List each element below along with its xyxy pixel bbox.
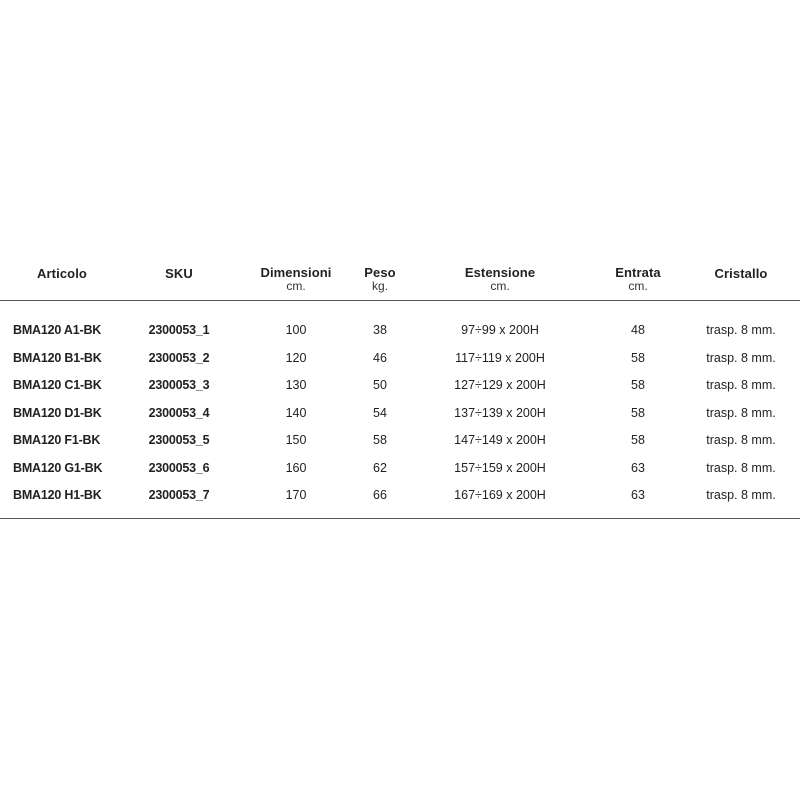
cell-cristallo: trasp. 8 mm. (706, 405, 776, 420)
header-articolo (22, 267, 102, 281)
cell-cristallo: trasp. 8 mm. (706, 488, 776, 502)
header-name: Dimensioni (260, 265, 332, 280)
cell-estensione: 97÷99 x 200H (461, 323, 539, 337)
cell-estensione: 167÷169 x 200H (454, 488, 546, 502)
cell-articolo: BMA120 B1-BK (13, 350, 102, 365)
header-name: Peso (364, 265, 396, 280)
table-row (0, 455, 800, 483)
cell-peso: 58 (373, 433, 387, 447)
cell-dimensioni: 150 (285, 433, 307, 447)
table-row (0, 345, 800, 373)
header-unit: cm. (286, 278, 306, 293)
cell-dimensioni: 130 (285, 378, 307, 392)
cell-articolo: BMA120 F1-BK (13, 433, 101, 447)
cell-sku: 2300053_2 (148, 350, 210, 365)
cell-peso: 46 (373, 350, 387, 365)
cell-articolo: BMA120 H1-BK (13, 488, 102, 502)
header-entrata (598, 266, 678, 292)
cell-estensione: 137÷139 x 200H (454, 405, 546, 420)
cell-entrata: 58 (631, 405, 645, 420)
cell-articolo: BMA120 D1-BK (13, 405, 102, 420)
cell-entrata: 63 (631, 460, 645, 475)
table-header-row (0, 262, 800, 301)
cell-peso: 50 (373, 378, 387, 392)
table-row (0, 482, 800, 510)
cell-sku: 2300053_5 (148, 433, 210, 447)
cell-cristallo: trasp. 8 mm. (706, 460, 776, 475)
cell-sku: 2300053_4 (148, 405, 210, 420)
table-row (0, 372, 800, 400)
cell-dimensioni: 120 (285, 350, 307, 365)
cell-sku: 2300053_6 (148, 460, 210, 475)
cell-entrata: 48 (631, 323, 645, 337)
header-sku (129, 267, 229, 281)
header-unit: kg. (371, 278, 388, 293)
cell-entrata: 58 (631, 350, 645, 365)
header-name: Cristallo (714, 266, 768, 281)
cell-estensione: 147÷149 x 200H (454, 433, 546, 447)
header-name: SKU (165, 266, 193, 281)
cell-dimensioni: 100 (285, 323, 307, 337)
header-unit: cm. (628, 278, 648, 293)
cell-cristallo: trasp. 8 mm. (706, 323, 776, 337)
header-dimensioni (256, 266, 336, 292)
header-name: Articolo (37, 266, 87, 281)
cell-articolo: BMA120 C1-BK (13, 378, 102, 392)
header-name: Entrata (615, 265, 661, 280)
header-peso (350, 266, 410, 292)
cell-entrata: 58 (631, 378, 645, 392)
cell-dimensioni: 140 (285, 405, 307, 420)
cell-peso: 38 (373, 323, 387, 337)
cell-articolo: BMA120 A1-BK (13, 323, 102, 337)
cell-dimensioni: 160 (285, 460, 307, 475)
cell-sku: 2300053_7 (148, 488, 210, 502)
cell-estensione: 117÷119 x 200H (455, 350, 545, 365)
table-row (0, 400, 800, 428)
cell-estensione: 127÷129 x 200H (454, 378, 546, 392)
cell-cristallo: trasp. 8 mm. (706, 433, 776, 447)
cell-peso: 66 (373, 488, 387, 502)
cell-peso: 62 (373, 460, 387, 475)
table-row (0, 427, 800, 455)
header-unit: cm. (490, 278, 510, 293)
header-name: Estensione (464, 265, 536, 280)
header-estensione (440, 266, 560, 292)
cell-cristallo: trasp. 8 mm. (706, 378, 776, 392)
cell-entrata: 63 (631, 488, 645, 502)
cell-peso: 54 (373, 405, 387, 420)
product-spec-table (0, 262, 800, 519)
cell-sku: 2300053_1 (148, 323, 210, 337)
table-row (0, 317, 800, 345)
header-cristallo (696, 267, 786, 281)
cell-cristallo: trasp. 8 mm. (706, 350, 776, 365)
cell-sku: 2300053_3 (148, 378, 210, 392)
cell-entrata: 58 (631, 433, 645, 447)
table-body (0, 317, 800, 519)
cell-dimensioni: 170 (285, 488, 307, 502)
cell-articolo: BMA120 G1-BK (13, 460, 103, 475)
cell-estensione: 157÷159 x 200H (454, 460, 546, 475)
